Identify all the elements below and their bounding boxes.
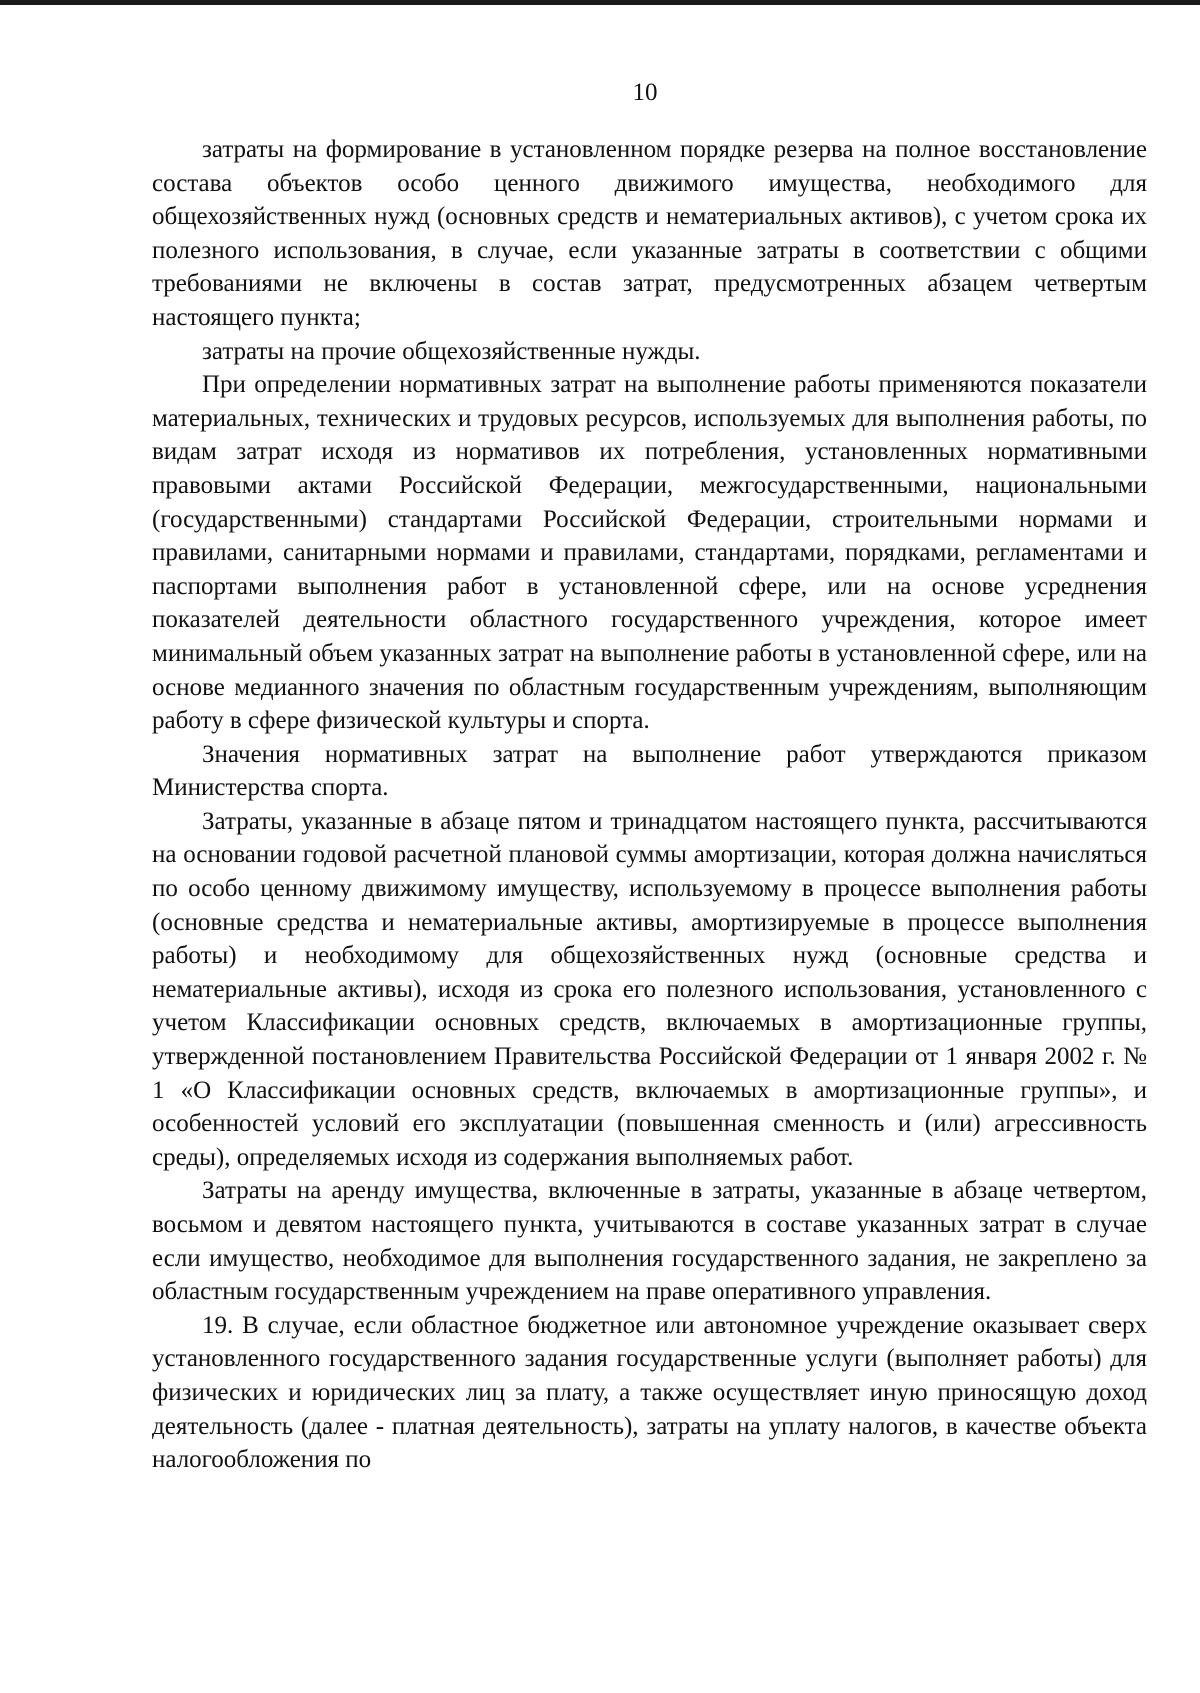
paragraph-other-needs: затраты на прочие общехозяйственные нужды. xyxy=(202,337,701,365)
paragraph-approval: Значения нормативных затрат на выполнение работ утверждаются приказом Министерства спорта. xyxy=(152,740,1147,802)
paragraph-item-19: 19. В случае, если областное бюджетное или автономное учреждение оказывает сверх установленного государственного задания государственные услуги (выполняет работы) для физических и юридических лиц за плату, а также осуществляет иную приносящую доход деятельность (далее - платная деятельность), затраты на уплату налогов, в качестве объекта налогообложения по xyxy=(152,1311,1147,1474)
paragraph-depreciation: Затраты, указанные в абзаце пятом и тринадцатом настоящего пункта, рассчитываются на основании годовой расчетной плановой суммы амортизации, которая должна начисляться по особо ценному движимому имуществу, используемому в процессе выполнения работы (основные средства и нематериальные активы, амортизируемые в процессе выполнения работы) и необходимому для общехозяйственных нужд (основные средства и нематериальные активы), исходя из срока его полезного использования, установленного с учетом Классификации основных средств, включаемых в амортизационные группы, утвержденной постановлением Правительства Российской Федерации от 1 января 2002 г. № 1 «О Классификации основных средств, включаемых в амортизационные группы», и особенностей условий его эксплуатации (повышенная сменность и (или) агрессивность среды), определяемых исходя из содержания выполняемых работ. xyxy=(152,807,1147,1171)
page-number: 10 xyxy=(632,79,658,106)
document-body xyxy=(152,133,1147,1477)
scan-edge xyxy=(0,0,1200,5)
paragraph-normative-costs: При определении нормативных затрат на выполнение работы применяются показатели материальных, технических и трудовых ресурсов, используемых для выполнения работы, по видам затрат исходя из нормативов их потребления, установленных нормативными правовыми актами Российской Федерации, межгосударственными, национальными (государственными) стандартами Российской Федерации, строительными нормами и правилами, санитарными нормами и правилами, стандартами, порядками, регламентами и паспортами выполнения работ в установленной сфере, или на основе усреднения показателей деятельности областного государственного учреждения, которое имеет минимальный объем указанных затрат на выполнение работы в установленной сфере, или на основе медианного значения по областным государственным учреждениям, выполняющим работу в сфере физической культуры и спорта. xyxy=(152,371,1147,735)
paragraph-reserve-costs: затраты на формирование в установленном порядке резерва на полное восстановление состава объектов особо ценного движимого имущества, необходимого для общехозяйственных нужд (основных средств и нематериальных активов), с учетом срока их полезного использования, в случае, если указанные затраты в соответствии с общими требованиями не включены в состав затрат, предусмотренных абзацем четвертым настоящего пункта; xyxy=(152,136,1147,331)
paragraph-rent: Затраты на аренду имущества, включенные в затраты, указанные в абзаце четвертом, восьмом и девятом настоящего пункта, учитываются в составе указанных затрат в случае если имущество, необходимое для выполнения государственного задания, не закреплено за областным государственным учреждением на праве оперативного управления. xyxy=(152,1177,1147,1306)
